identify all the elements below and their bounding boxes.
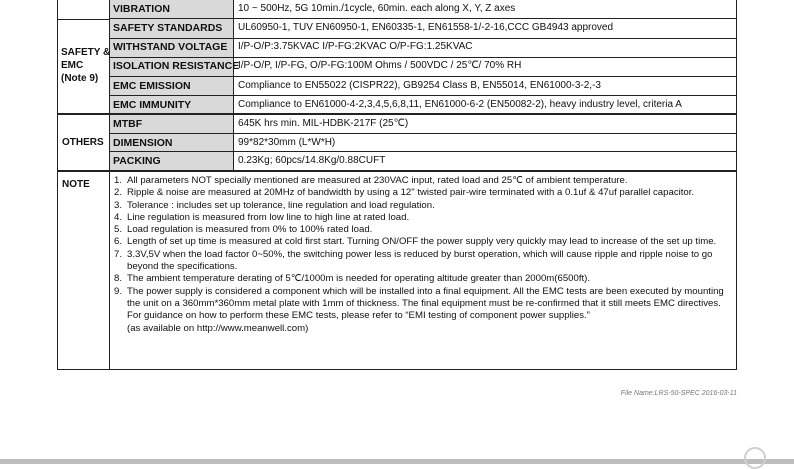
value-vibration: 10 ~ 500Hz, 5G 10min./1cycle, 60min. each along X, Y, Z axes — [238, 3, 516, 14]
bottom-scroll-bar[interactable] — [0, 459, 794, 464]
note-text: 3.3V,5V when the load factor 0~50%, the switching power less is reduced by burst operation, which will cause ripple and ripple noise to go beyond the specifications. — [127, 248, 713, 273]
note-text: Tolerance : includes set up tolerance, line regulation and load regulation. — [127, 199, 435, 211]
note-item — [114, 224, 736, 236]
value-packing: 0.23Kg; 60pcs/14.8Kg/0.88CUFT — [238, 155, 386, 166]
note-item — [114, 212, 736, 224]
table-border-left — [57, 0, 58, 370]
note-number: 4. — [114, 211, 123, 223]
note-text: Load regulation is measured from 0% to 100% rated load. — [127, 224, 373, 236]
note-tail: (as available on http://www.meanwell.com) — [127, 322, 309, 334]
value-withstand-voltage: I/P-O/P:3.75KVAC I/P-FG:2KVAC O/P-FG:1.25KVAC — [238, 41, 473, 52]
category-note: NOTE — [62, 179, 90, 190]
label-mtbf: MTBF — [113, 118, 143, 130]
label-vibration: VIBRATION — [113, 3, 170, 15]
note-number: 3. — [114, 199, 123, 211]
row-line — [57, 19, 110, 20]
note-item — [114, 200, 736, 212]
category-others: OTHERS — [62, 137, 104, 148]
label-withstand-voltage: WITHSTAND VOLTAGE — [113, 41, 228, 53]
note-item — [114, 273, 736, 285]
note-item — [114, 236, 736, 248]
label-emc-immunity: EMC IMMUNITY — [113, 99, 192, 111]
note-text: The power supply is considered a component which will be installed into a final equipment. All the EMC tests are been executed by mounting the unit on a 360mm*360mm metal plate with 1mm of thickness. The final equipment must be re-confirmed that it still meets EMC directives. For guidance on how to perform these EMC tests, please refer to “EMI testing of component power supplies.” — [127, 285, 724, 322]
category-safety-line1: SAFETY & — [61, 47, 111, 58]
notes-list — [114, 175, 736, 335]
category-safety-line3: (Note 9) — [61, 73, 99, 84]
note-item — [114, 286, 736, 323]
row-line — [109, 151, 737, 152]
value-mtbf: 645K hrs min. MIL-HDBK-217F (25℃) — [238, 118, 409, 129]
file-name-footer: File Name:LRS-50-SPEC 2016-03-11 — [620, 390, 737, 397]
label-emc-emission: EMC EMISSION — [113, 80, 191, 92]
note-item — [114, 175, 736, 187]
label-isolation-resistance: ISOLATION RESISTANCE — [113, 60, 240, 72]
row-line — [57, 170, 737, 172]
value-safety-standards: UL60950-1, TUV EN60950-1, EN60335-1, EN61558-1/-2-16,CCC GB4943 approved — [238, 22, 614, 33]
note-number: 9. — [114, 285, 123, 297]
row-line — [109, 133, 737, 134]
note-number: 2. — [114, 187, 123, 199]
note-text: The ambient temperature derating of 5℃/1000m is needed for operating altitude greater than 2000m(6500ft). — [127, 273, 591, 285]
table-border-bottom — [57, 369, 737, 370]
note-number: 5. — [114, 224, 123, 236]
note-number: 7. — [114, 248, 123, 260]
value-isolation-resistance: I/P-O/P, I/P-FG, O/P-FG:100M Ohms / 500VDC / 25℃/ 70% RH — [238, 60, 522, 71]
value-emc-immunity: Compliance to EN61000-4-2,3,4,5,6,8,11, EN61000-6-2 (EN50082-2), heavy industry level, criteria A — [238, 99, 682, 110]
value-dimension: 99*82*30mm (L*W*H) — [238, 137, 336, 148]
category-safety-line2: EMC — [61, 60, 84, 71]
value-emc-emission: Compliance to EN55022 (CISPR22), GB9254 Class B, EN55014, EN61000-3-2,-3 — [238, 80, 601, 91]
note-item — [114, 187, 736, 199]
table-border-right — [736, 0, 737, 370]
table-border-label — [233, 0, 234, 170]
note-number: 8. — [114, 273, 123, 285]
note-text: All parameters NOT specially mentioned are measured at 230VAC input, rated load and 25℃ of ambient temperature. — [127, 175, 628, 186]
category-safety-emc — [61, 46, 110, 85]
note-item — [114, 249, 736, 274]
label-packing: PACKING — [113, 155, 161, 167]
loading-circle-icon — [744, 447, 766, 469]
note-number: 6. — [114, 236, 123, 248]
label-safety-standards: SAFETY STANDARDS — [113, 22, 223, 34]
label-dimension: DIMENSION — [113, 137, 173, 149]
note-text: Ripple & noise are measured at 20MHz of bandwidth by using a 12" twisted pair-wire terminated with a 0.1uf & 47uf parallel capacitor. — [127, 187, 695, 199]
note-number: 1. — [114, 175, 123, 186]
note-text: Line regulation is measured from low line to high line at rated load. — [127, 211, 410, 223]
note-text: Length of set up time is measured at cold first start. Turning ON/OFF the power supply very quickly may lead to increase of the set up time. — [127, 236, 717, 248]
